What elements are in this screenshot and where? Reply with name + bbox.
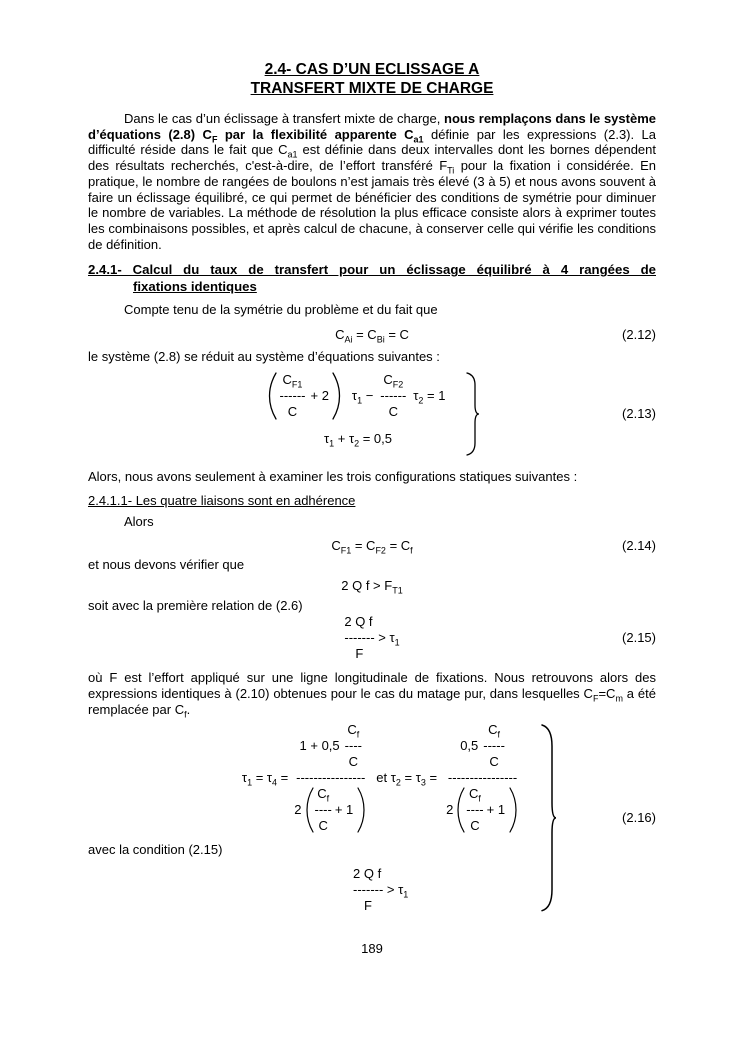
big-paren-left <box>455 786 466 834</box>
fraction-bar: ------ <box>380 387 407 403</box>
equation-2-13-line1 <box>264 371 453 421</box>
fraction-a-numerator <box>300 722 362 770</box>
big-paren-left <box>304 786 315 834</box>
equation-2-16-condition-fraction <box>353 866 533 914</box>
plus-one-term: + 1 <box>486 802 506 818</box>
section-title-line1: 2.4- CAS D’UN ECLISSAGE A <box>264 61 480 78</box>
mini-fraction-cf-over-c <box>466 786 483 834</box>
heading-2-4-1 <box>88 262 656 295</box>
denominator-coefficient: 2 <box>294 802 302 818</box>
right-curly-brace <box>464 371 480 457</box>
equation-2-12-label: (2.12) <box>622 327 656 343</box>
equation-2-14-expression: $C_{F1} = C_{F2} = C_f$ <box>331 537 413 556</box>
right-curly-brace <box>539 722 557 914</box>
statement-alors-examiner: Alors, nous avons seulement à examiner les trois configurations statiques suivantes : <box>88 468 578 484</box>
equation-2-15-label: (2.15) <box>622 630 656 646</box>
mini-bar: ---- <box>314 802 332 818</box>
fraction-denominator: F <box>364 898 372 914</box>
fraction-numerator: $C_{F1}$ <box>282 371 303 390</box>
condition-note: avec la condition (2.15) <box>88 842 223 858</box>
statement-soit: soit avec la première relation de (2.6) <box>88 597 303 613</box>
fraction-b-bar: ---------------- <box>447 770 518 786</box>
fraction-a-denominator <box>294 786 367 834</box>
mini-numerator: $C_f$ <box>469 786 481 804</box>
mini-numerator: $C_f$ <box>488 722 501 740</box>
mini-numerator: $C_f$ <box>347 722 360 740</box>
heading-2-4-1-line1: 2.4.1- Calcul du taux de transfert pour un éclissage équilibré à 4 rangées de <box>88 262 656 278</box>
mini-numerator: $C_f$ <box>317 786 330 804</box>
mini-denominator: C <box>489 754 499 770</box>
fraction-cf1-over-c <box>280 372 306 420</box>
comparison-tau1: > $\tau_1$ <box>383 882 409 900</box>
numerator-prefix: 1 + 0,5 <box>299 738 340 754</box>
paragraph-intro: Dans le cas d’un éclissage à transfert mixte de charge, nous remplaçons dans le système d’équations (2.8) $C_F$ par la flexibilité apparente $C_{a1}$ définie par les expressions (2.3). La difficulté réside dans le fait que $C_{a1}$ est définie dans deux intervalles dont les bornes dépendent des résultats recherchés, c'est-à-dire, de l’effort transféré $F_{Ti}$ pour la fixation i considérée. En pratique, le nombre de rangées de boulons n’est jamais très élevé (3 à 5) et nous avons souvent à faire un éclissage équilibré, ce qui permet de bénéficier des conditions de symétrie pour diminuer le nombre de variables. La méthode de résolution la plus efficace consiste alors à exprimer toutes les combinaisons possibles, et après calcul de chacune, à conserver celle qui vérifie les conditions de définition. <box>88 111 657 252</box>
mini-fraction-cf-over-c <box>345 722 362 770</box>
tau1-tau4-lhs: $\tau_1 = \tau_4$ = <box>241 770 289 788</box>
equation-2-13-cluster <box>264 371 481 457</box>
inequality-2qf-expression: 2 Q $f > F_{T1}$ <box>341 577 403 596</box>
fraction-b-denominator <box>446 786 519 834</box>
mini-bar: ---- <box>344 738 362 754</box>
system-brace-wrap <box>464 371 480 457</box>
fraction-b-numerator <box>460 722 505 770</box>
fraction-numerator: $C_{F2}$ <box>383 371 404 390</box>
page-number: 189 <box>361 941 383 956</box>
tau1-minus-term: $\tau_1$ − <box>351 387 374 406</box>
statement-alors: Alors <box>124 514 154 530</box>
equation-2-12-expression: $C_{Ai} = C_{Bi} = C$ <box>335 327 409 345</box>
fraction-numerator: 2 Q f <box>353 866 382 882</box>
mini-fraction-cf-over-c <box>315 786 332 834</box>
fraction-bar: ------- <box>353 882 384 898</box>
fraction-denominator: C <box>287 403 298 419</box>
tau2-equals-one-term: $\tau_2 = 1$ <box>413 387 446 406</box>
fraction-numerator: 2 Q f <box>344 614 373 630</box>
fraction-denominator: F <box>355 646 364 662</box>
equation-2-14 <box>88 538 656 554</box>
heading-2-4-1-line2: fixations identiques <box>133 278 257 294</box>
fraction-bar: ------- <box>344 630 375 646</box>
statement-systeme: le système (2.8) se réduit au système d’équations suivantes : <box>88 349 440 365</box>
mini-bar: ----- <box>483 738 505 754</box>
fraction-bar-and-comparison <box>344 630 399 646</box>
equation-2-13-label: (2.13) <box>622 405 656 421</box>
fraction-a-bar: ---------------- <box>296 770 366 786</box>
equation-2-15-fraction <box>344 614 399 662</box>
plus-two-term: + 2 <box>310 387 329 403</box>
mini-denominator: C <box>348 754 359 770</box>
section-title-line2: TRANSFERT MIXTE DE CHARGE <box>250 80 494 97</box>
system-brace-wrap <box>539 722 557 914</box>
big-paren-left <box>266 371 278 421</box>
plus-one-term: + 1 <box>334 802 354 818</box>
statement-verifier: et nous devons vérifier que <box>88 556 245 572</box>
equation-2-16-content <box>88 722 533 914</box>
equation-2-12 <box>88 327 656 343</box>
paragraph-ou-f: où F est l’effort appliqué sur une ligne longitudinale de fixations. Nous retrouvons alors des expressions identiques à (2.10) obtenues pour le cas du matage pur, dans lesquelles $C_F=C_m$ a été remplacée par $C_f$. <box>88 670 656 720</box>
big-paren-right <box>508 786 519 834</box>
equation-2-16 <box>88 722 656 914</box>
denominator-coefficient: 2 <box>446 802 454 818</box>
equation-2-14-label: (2.14) <box>622 537 656 553</box>
big-paren-right <box>331 371 343 421</box>
equation-2-15 <box>88 614 656 662</box>
mini-bar: ---- <box>466 802 484 818</box>
big-fraction-b <box>446 722 519 834</box>
equation-2-13-line2: $\tau_1 + \tau_2 = 0,5$ <box>323 430 392 449</box>
fraction-bar-and-comparison <box>353 882 408 898</box>
mini-fraction-cf-over-c <box>483 722 505 770</box>
equation-2-13-system <box>264 371 453 457</box>
big-paren-right <box>356 786 367 834</box>
fraction-denominator: C <box>388 403 398 419</box>
statement-compte-tenu: Compte tenu de la symétrie du problème et du fait que <box>124 302 438 318</box>
big-fraction-a <box>294 722 367 834</box>
mini-denominator: C <box>318 818 328 834</box>
comparison-tau1: > $\tau_1$ <box>374 630 400 648</box>
heading-2-4-1-1-text: 2.4.1.1- Les quatre liaisons sont en adhérence <box>88 493 356 509</box>
heading-2-4-1-1 <box>88 493 656 509</box>
inequality-2qf <box>88 578 656 594</box>
et-tau2-tau3-mid: et $\tau_2 = \tau_3$ = <box>376 770 438 788</box>
equation-2-16-label: (2.16) <box>622 810 656 826</box>
section-title <box>88 60 656 98</box>
numerator-prefix: 0,5 <box>460 738 479 754</box>
mini-denominator: C <box>470 818 480 834</box>
equation-2-16-main-row <box>88 722 533 834</box>
equation-2-13 <box>88 371 656 457</box>
condition-fraction-column <box>353 866 408 914</box>
fraction-cf2-over-c <box>380 372 406 420</box>
fraction-bar: ------ <box>279 387 306 403</box>
